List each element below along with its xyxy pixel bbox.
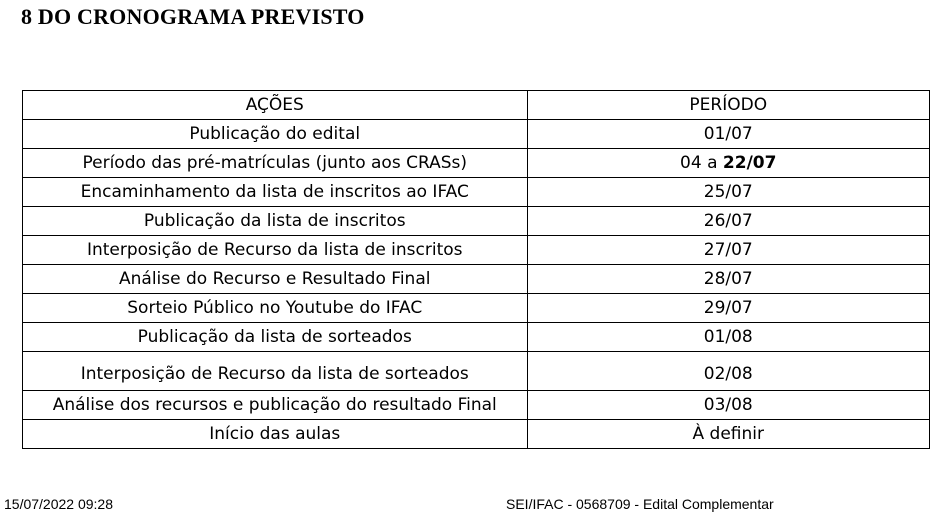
table-row xyxy=(23,120,930,149)
periodo-cell: 26/07 xyxy=(527,207,930,236)
acao-cell: Período das pré-matrículas (junto aos CRASs) xyxy=(23,149,528,178)
acao-cell: Interposição de Recurso da lista de sorteados xyxy=(23,352,528,391)
periodo-date: 22/07 xyxy=(722,153,777,173)
periodo-cell: 02/08 xyxy=(527,352,930,391)
periodo-cell: À definir xyxy=(527,420,930,449)
periodo-cell: 28/07 xyxy=(527,265,930,294)
periodo-prefix: 04 a xyxy=(680,153,723,173)
periodo-cell: 03/08 xyxy=(527,391,930,420)
table-row xyxy=(23,149,930,178)
table-row xyxy=(23,294,930,323)
periodo-cell: 01/08 xyxy=(527,323,930,352)
acao-cell: Análise dos recursos e publicação do resultado Final xyxy=(23,391,528,420)
periodo-cell xyxy=(527,149,930,178)
table-row xyxy=(23,178,930,207)
table-row xyxy=(23,265,930,294)
acao-cell: Publicação do edital xyxy=(23,120,528,149)
section-heading: 8 DO CRONOGRAMA PREVISTO xyxy=(21,4,365,29)
footer-timestamp: 15/07/2022 09:28 xyxy=(4,496,113,512)
acao-cell: Análise do Recurso e Resultado Final xyxy=(23,265,528,294)
acao-cell: Início das aulas xyxy=(23,420,528,449)
header-periodo: PERÍODO xyxy=(527,91,930,120)
table-row xyxy=(23,420,930,449)
periodo-cell: 29/07 xyxy=(527,294,930,323)
schedule-table xyxy=(22,90,930,449)
periodo-cell: 01/07 xyxy=(527,120,930,149)
header-acoes: AÇÕES xyxy=(23,91,528,120)
footer-document-ref: SEI/IFAC - 0568709 - Edital Complementar xyxy=(506,496,774,512)
acao-cell: Publicação da lista de sorteados xyxy=(23,323,528,352)
table-row xyxy=(23,352,930,391)
acao-cell: Sorteio Público no Youtube do IFAC xyxy=(23,294,528,323)
periodo-cell: 25/07 xyxy=(527,178,930,207)
table-row xyxy=(23,207,930,236)
table-header-row xyxy=(23,91,930,120)
table-row xyxy=(23,323,930,352)
periodo-cell: 27/07 xyxy=(527,236,930,265)
table-row xyxy=(23,236,930,265)
acao-cell: Encaminhamento da lista de inscritos ao IFAC xyxy=(23,178,528,207)
acao-cell: Publicação da lista de inscritos xyxy=(23,207,528,236)
table-row xyxy=(23,391,930,420)
acao-cell: Interposição de Recurso da lista de inscritos xyxy=(23,236,528,265)
